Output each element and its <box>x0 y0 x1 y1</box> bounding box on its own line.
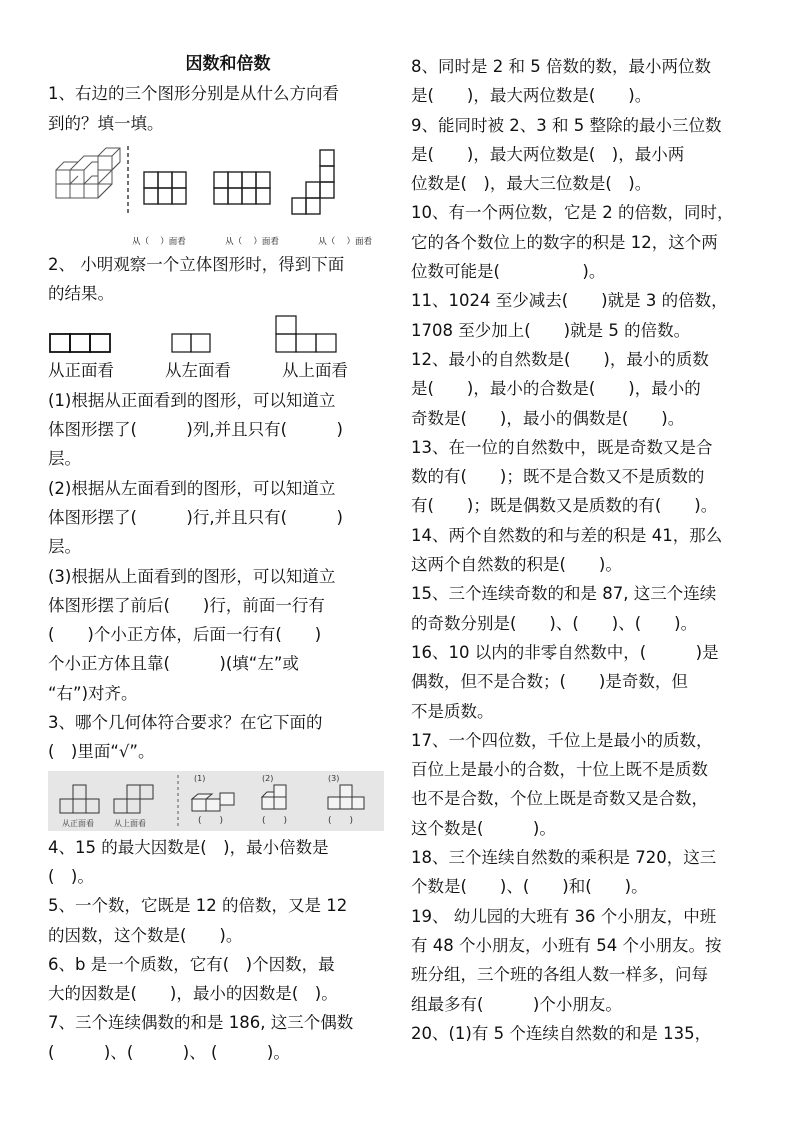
right-line: 组最多有( )个小朋友。 <box>411 994 622 1014</box>
q2-part-7: (3)根据从上面看到的图形，可以知道立 <box>48 566 336 586</box>
right-line: 这两个自然数的积是( )。 <box>411 555 622 575</box>
right-line: 是( )，最小的合数是( )，最小的 <box>411 379 701 399</box>
q1-line-1: 1、右边的三个图形分别是从什么方向看 <box>48 84 339 104</box>
q2-part-1: (1)根据从正面看到的图形，可以知道立 <box>48 390 336 410</box>
q1-label-a: 从（ ）面看 <box>132 236 186 247</box>
q2-front-view <box>50 334 110 352</box>
right-line: 9、能同时被 2、3 和 5 整除的最小三位数 <box>411 115 722 135</box>
q2-part-5: 体图形摆了( )行,并且只有( ) <box>48 507 343 527</box>
right-line: 个数是( )、( )和( )。 <box>411 877 648 897</box>
q2-part-2: 体图形摆了( )列,并且只有( ) <box>48 420 343 440</box>
q1-label-c: 从（ ）面看 <box>318 236 372 247</box>
q1-view-a <box>144 172 186 204</box>
q1-cube-stack <box>56 148 120 198</box>
q2-part-3: 层。 <box>48 449 81 469</box>
right-line: 15、三个连续奇数的和是 87, 这三个连续 <box>411 584 717 604</box>
q2-part-10: 个小正方体且靠( )(填“左”或 <box>48 654 299 674</box>
right-line: 的奇数分别是( )、( )、( )。 <box>411 613 698 633</box>
svg-text:( ): ( ) <box>198 815 224 826</box>
q3-label-top: 从上面看 <box>114 818 146 828</box>
right-line: 奇数是( )，最小的偶数是( )。 <box>411 408 685 428</box>
q2-part-11: “右”)对齐。 <box>48 683 138 703</box>
right-line: 8、同时是 2 和 5 倍数的数，最小两位数 <box>411 57 711 76</box>
right-column <box>411 52 761 1048</box>
q7-line-1: 7、三个连续偶数的和是 186, 这三个偶数 <box>48 1013 354 1033</box>
q6-line-2: 大的因数是( )，最小的因数是( )。 <box>48 984 338 1004</box>
q6-line-1: 6、b 是一个质数，它有( )个因数，最 <box>48 954 335 974</box>
q1-view-b <box>214 172 270 204</box>
q2-label-left: 从左面看 <box>165 361 231 381</box>
q2-part-9: ( )个小正方体，后面一行有( ) <box>48 625 322 645</box>
right-line: 10、有一个两位数，它是 2 的倍数，同时， <box>411 203 734 223</box>
right-line: 是( )，最大两位数是( )，最小两 <box>411 144 685 164</box>
right-line: 它的各个数位上的数字的积是 12，这个两 <box>411 232 718 252</box>
right-line: 11、1024 至少减去( )就是 3 的倍数， <box>411 291 728 311</box>
right-line: 18、三个连续自然数的乘积是 720，这三 <box>411 848 717 868</box>
right-line: 1708 至少加上( )就是 5 的倍数。 <box>411 320 691 340</box>
q2-label-top: 从上面看 <box>282 361 348 381</box>
right-line: 班分组，三个班的各组人数一样多，问每 <box>411 965 708 985</box>
right-line: 13、在一位的自然数中，既是奇数又是合 <box>411 437 713 457</box>
q1-view-c <box>292 150 334 214</box>
right-line: 20、(1)有 5 个连续自然数的和是 135， <box>411 1023 712 1043</box>
q3-figure <box>48 771 388 833</box>
q2-view-labels <box>48 356 348 385</box>
q1-line-2: 到的？填一填。 <box>48 113 164 133</box>
q2-figure <box>48 308 388 356</box>
right-line: 位数是( )，最大三位数是( )。 <box>411 174 652 194</box>
svg-text:( ): ( ) <box>328 815 354 826</box>
right-line: 这个数是( )。 <box>411 818 556 838</box>
right-line: 14、两个自然数的和与差的积是 41，那么 <box>411 525 723 545</box>
left-column <box>48 50 388 1067</box>
right-line: 有( )；既是偶数又是质数的有( )。 <box>411 496 718 516</box>
q2-part-4: (2)根据从左面看到的图形，可以知道立 <box>48 478 336 498</box>
q2-part-8: 体图形摆了前后( )行，前面一行有 <box>48 595 325 615</box>
q2-line-1: 2、 小明观察一个立体图形时，得到下面 <box>48 254 345 274</box>
q7-line-2: ( )、( )、 ( )。 <box>48 1042 290 1062</box>
page-title: 因数和倍数 <box>185 54 271 74</box>
q4-line-2: ( )。 <box>48 866 94 886</box>
right-line: 数的有( )；既不是合数又不是质数的 <box>411 467 705 487</box>
q4-line-1: 4、15 的最大因数是( )，最小倍数是 <box>48 837 329 857</box>
q3-opt-1: (1) <box>194 773 206 783</box>
q3-line-1: 3、哪个几何体符合要求？在它下面的 <box>48 713 323 733</box>
right-line: 19、 幼儿园的大班有 36 个小朋友，中班 <box>411 906 717 926</box>
right-line: 百位上是最小的合数，十位上既不是质数 <box>411 760 708 780</box>
q2-line-2: 的结果。 <box>48 284 114 304</box>
right-line: 偶数，但不是合数；( )是奇数，但 <box>411 672 688 692</box>
q2-part-6: 层。 <box>48 537 81 557</box>
q3-opt-2: (2) <box>262 773 274 783</box>
right-line: 16、10 以内的非零自然数中，( )是 <box>411 642 719 662</box>
q5-line-1: 5、一个数，它既是 12 的倍数，又是 12 <box>48 896 348 916</box>
right-line: 是( )，最大两位数是( )。 <box>411 86 652 106</box>
right-line: 17、一个四位数，千位上是最小的质数， <box>411 730 713 750</box>
right-line: 不是质数。 <box>411 701 494 721</box>
q3-line-2: ( )里面“√”。 <box>48 742 155 762</box>
q2-left-view <box>172 334 210 352</box>
q3-label-front: 从正面看 <box>62 818 94 828</box>
right-line: 有 48 个小朋友，小班有 54 个小朋友。按 <box>411 935 722 955</box>
q3-opt-3: (3) <box>328 773 340 783</box>
svg-text:( ): ( ) <box>262 815 288 826</box>
right-line: 位数可能是( )。 <box>411 262 606 282</box>
right-line: 也不是合数，个位上既是奇数又是合数， <box>411 789 708 809</box>
q2-top-view <box>276 316 336 352</box>
q5-line-2: 的因数，这个数是( )。 <box>48 925 243 945</box>
right-line: 12、最小的自然数是( )，最小的质数 <box>411 349 709 369</box>
q1-figure <box>48 144 388 250</box>
q2-label-front: 从正面看 <box>48 361 114 381</box>
q1-label-b: 从（ ）面看 <box>225 236 279 247</box>
